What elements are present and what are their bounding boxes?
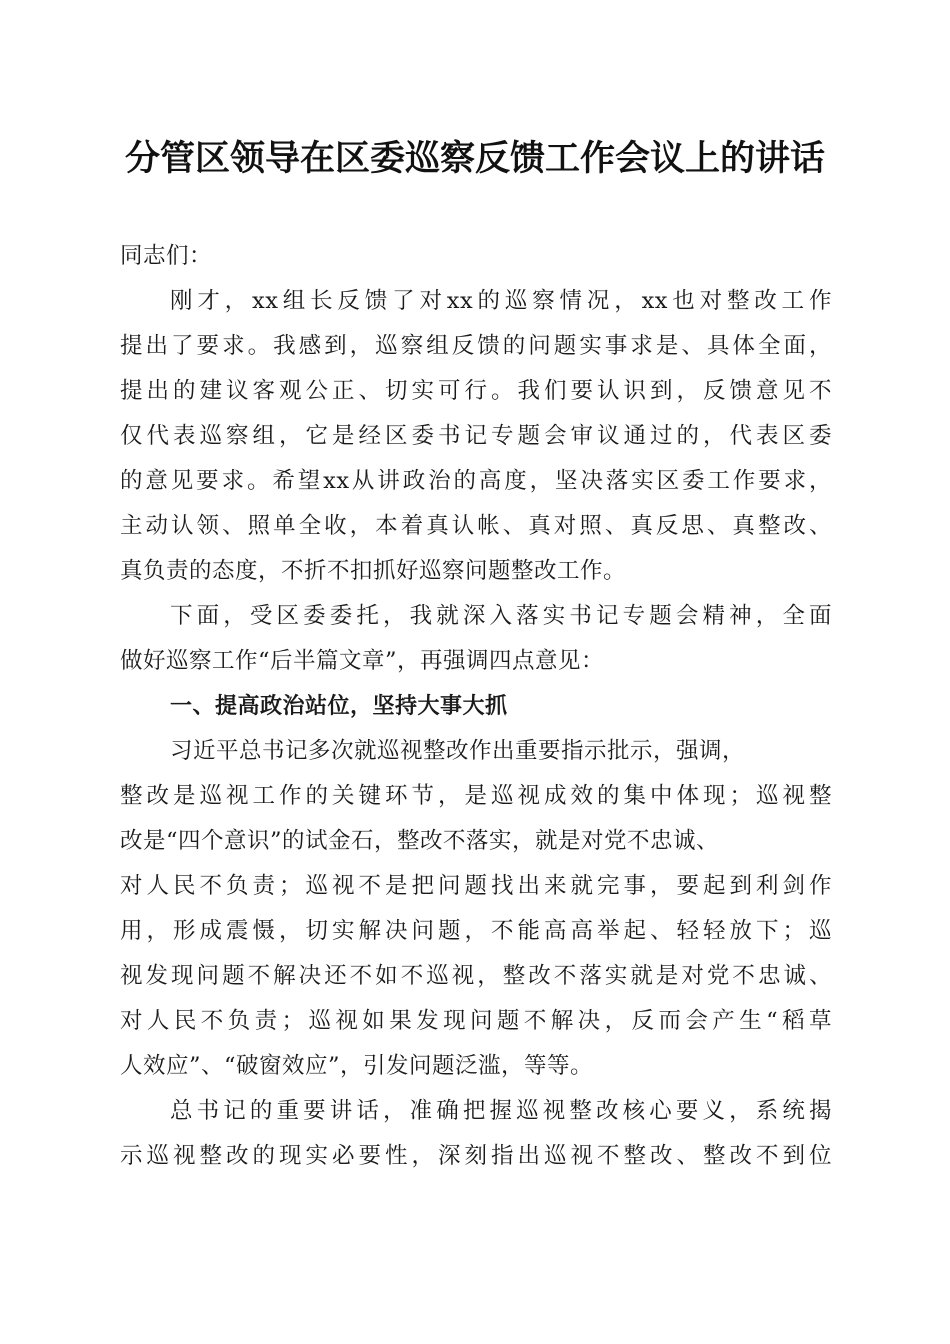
paragraph-line: 对人民不负责；巡视不是把问题找出来就完事，要起到利剑作 bbox=[120, 873, 832, 899]
paragraph-line: 对人民不负责；巡视如果发现问题不解决，反而会产生“稻草 bbox=[120, 1008, 832, 1034]
document-title: 分管区领导在区委巡察反馈工作会议上的讲话 bbox=[124, 138, 825, 179]
paragraph-line: 用，形成震慑，切实解决问题，不能高高举起、轻轻放下；巡 bbox=[120, 918, 832, 944]
paragraph-line: 习近平总书记多次就巡视整改作出重要指示批示，强调， bbox=[170, 738, 746, 764]
paragraph-line: 真负责的态度，不折不扣抓好巡察问题整改工作。 bbox=[120, 558, 627, 584]
salutation: 同志们： bbox=[120, 243, 213, 269]
paragraph-line: 视发现问题不解决还不如不巡视，整改不落实就是对党不忠诚、 bbox=[120, 963, 832, 989]
paragraph-line: 刚才，xx组长反馈了对xx的巡察情况，xx也对整改工作 bbox=[170, 288, 832, 314]
paragraph-line: 主动认领、照单全收，本着真认帐、真对照、真反思、真整改、 bbox=[120, 513, 832, 539]
paragraph-line: 提出的建议客观公正、切实可行。我们要认识到，反馈意见不 bbox=[120, 378, 832, 404]
paragraph-line: 的意见要求。希望xx从讲政治的高度，坚决落实区委工作要求， bbox=[120, 468, 832, 494]
paragraph-line: 整改是巡视工作的关键环节，是巡视成效的集中体现；巡视整 bbox=[120, 783, 832, 809]
paragraph-line: 示巡视整改的现实必要性，深刻指出巡视不整改、整改不到位 bbox=[120, 1143, 832, 1169]
paragraph-line: 下面，受区委委托，我就深入落实书记专题会精神，全面 bbox=[170, 603, 832, 629]
document-body bbox=[120, 234, 832, 1179]
paragraph-line: 仅代表巡察组，它是经区委书记专题会审议通过的，代表区委 bbox=[120, 423, 832, 449]
paragraph-line: 改是“四个意识”的试金石，整改不落实，就是对党不忠诚、 bbox=[120, 828, 720, 854]
section-heading: 一、提高政治站位，坚持大事大抓 bbox=[170, 694, 508, 719]
paragraph-line: 人效应”、“破窗效应”，引发问题泛滥，等等。 bbox=[120, 1053, 594, 1079]
paragraph-line: 提出了要求。我感到，巡察组反馈的问题实事求是、具体全面， bbox=[120, 333, 832, 359]
paragraph-line: 总书记的重要讲话，准确把握巡视整改核心要义，系统揭 bbox=[170, 1098, 832, 1124]
paragraph-line: 做好巡察工作“后半篇文章”，再强调四点意见： bbox=[120, 648, 605, 674]
